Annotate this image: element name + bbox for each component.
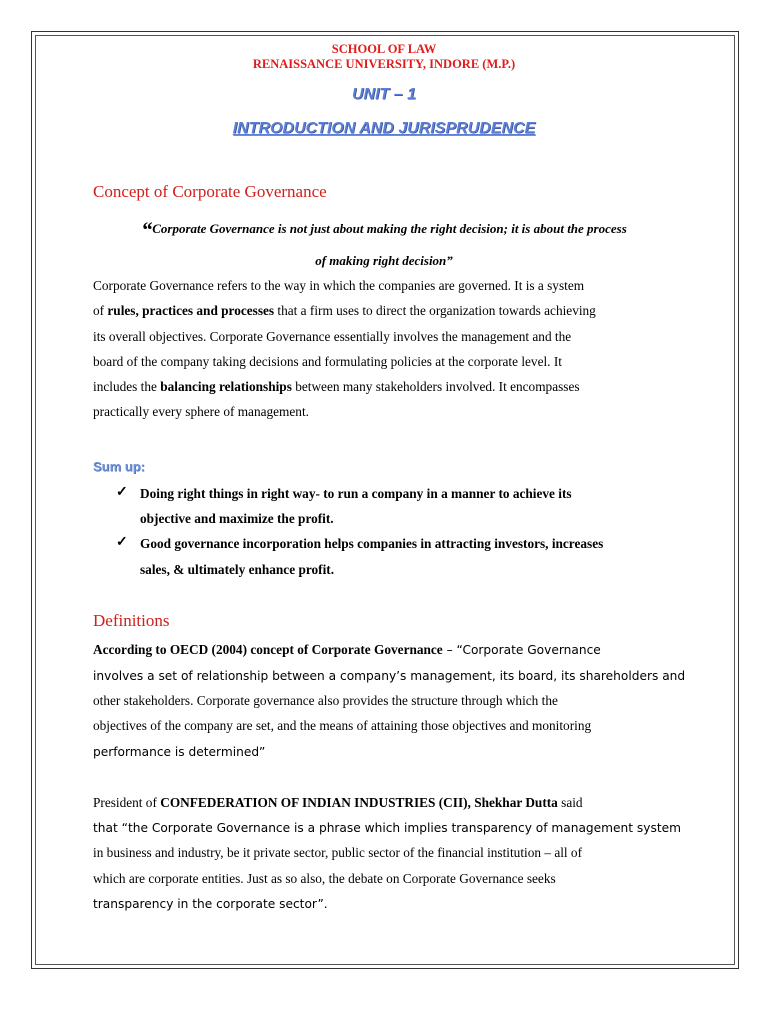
quote-line-1: “Corporate Governance is not just about making the right decision; it is about the process — [141, 217, 627, 242]
bullet-1-line-2: objective and maximize the profit. — [140, 511, 334, 526]
concept-line-5: includes the balancing relationships between many stakeholders involved. It encompasses — [93, 379, 580, 394]
unit-title: INTRODUCTION AND JURISPRUDENCE — [232, 120, 536, 137]
definition-1-line-5: performance is determined” — [93, 745, 266, 759]
school-name: SCHOOL OF LAW — [331, 42, 437, 56]
sumup-heading: Sum up: — [93, 459, 145, 474]
concept-line-6: practically every sphere of management. — [93, 404, 309, 419]
definition-2-line-4: which are corporate entities. Just as so also, the debate on Corporate Governance seeks — [93, 871, 556, 886]
check-icon: ✓ — [116, 485, 128, 500]
concept-line-1: Corporate Governance refers to the way in which the companies are governed. It is a system — [93, 278, 585, 293]
check-icon: ✓ — [116, 535, 128, 550]
bullet-2-line-1: Good governance incorporation helps companies in attracting investors, increases — [140, 536, 604, 551]
concept-line-3: its overall objectives. Corporate Governance essentially involves the management and the — [93, 329, 572, 344]
quote-line-2: of making right decision” — [315, 253, 453, 268]
concept-heading: Concept of Corporate Governance — [93, 182, 327, 201]
definition-1-line-1: According to OECD (2004) concept of Corporate Governance – “Corporate Governance — [93, 642, 601, 657]
university-name: RENAISSANCE UNIVERSITY, INDORE (M.P.) — [252, 57, 516, 71]
definition-1-line-2: involves a set of relationship between a company’s management, its board, its shareholders and — [93, 669, 686, 683]
concept-line-4: board of the company taking decisions and formulating policies at the corporate level. It — [93, 354, 562, 369]
definitions-heading: Definitions — [93, 611, 170, 630]
definition-2-line-2: that “the Corporate Governance is a phrase which implies transparency of management system — [93, 821, 681, 835]
concept-line-2: of rules, practices and processes that a firm uses to direct the organization towards achieving — [93, 303, 596, 318]
definition-2-line-3: in business and industry, be it private sector, public sector of the financial institution – all of — [93, 845, 583, 860]
bullet-2-line-2: sales, & ultimately enhance profit. — [140, 562, 335, 577]
quote-mark: “ — [141, 217, 153, 242]
definition-1-line-4: objectives of the company are set, and the means of attaining those objectives and monitoring — [93, 718, 592, 733]
definition-2-line-5: transparency in the corporate sector”. — [93, 897, 328, 911]
bullet-1-line-1: Doing right things in right way- to run a company in a manner to achieve its — [140, 486, 572, 501]
definition-2-line-1: President of CONFEDERATION OF INDIAN INDUSTRIES (CII), Shekhar Dutta said — [93, 795, 583, 810]
definition-1-line-3: other stakeholders. Corporate governance also provides the structure through which the — [93, 693, 558, 708]
unit-number: UNIT – 1 — [351, 86, 416, 103]
